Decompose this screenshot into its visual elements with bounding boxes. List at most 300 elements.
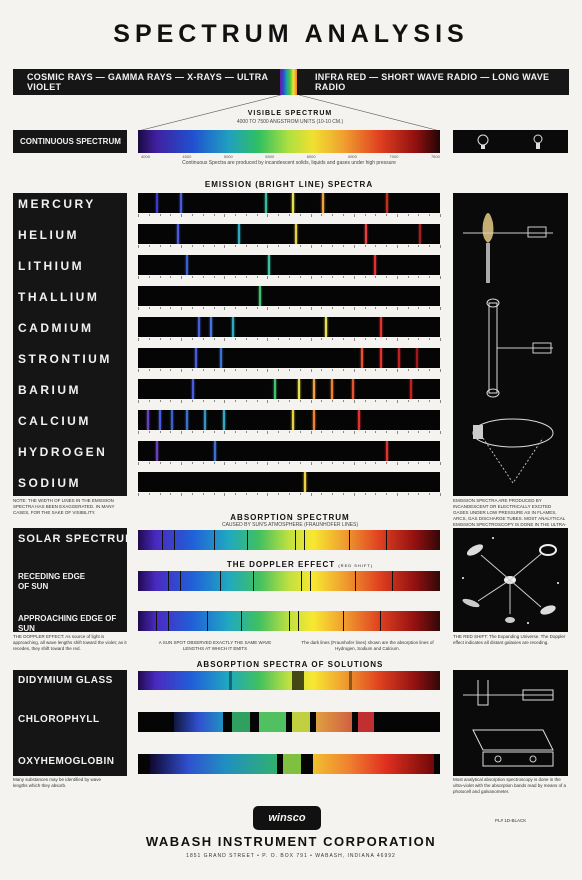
doppler-subtitle: (RED SHIFT) <box>338 563 374 568</box>
scale-tick <box>418 493 419 495</box>
absorption-line <box>380 611 381 631</box>
oxyhemoglobin-label: OXYHEMOGLOBIN <box>18 756 115 767</box>
absorption-line <box>220 571 221 591</box>
scale-tick <box>332 214 333 216</box>
scale-tick <box>408 338 409 340</box>
absorption-line <box>156 611 157 631</box>
scale-tick <box>321 431 322 433</box>
emission-line <box>232 317 234 337</box>
scale-tick <box>192 462 193 464</box>
scale-tick <box>235 338 236 340</box>
scale-tick <box>300 369 301 371</box>
scale-tick <box>170 214 171 216</box>
scale-tick <box>332 493 333 495</box>
scale-tick <box>192 493 193 495</box>
scale-tick <box>257 276 258 278</box>
scale-tick <box>203 276 204 278</box>
print-code: PL# 1D-BLACK <box>495 818 527 823</box>
scale-tick <box>343 400 344 402</box>
scale-tick <box>149 338 150 340</box>
scale-tick <box>289 462 290 464</box>
absorption-line <box>295 530 296 550</box>
scale-tick <box>300 307 301 309</box>
scale-tick <box>203 307 204 309</box>
scale-tick <box>375 214 376 216</box>
emission-line <box>331 379 333 399</box>
scale-tick <box>246 307 247 309</box>
scale-tick <box>224 369 225 372</box>
scale-tick <box>224 400 225 403</box>
scale-tick <box>235 431 236 433</box>
scale-tick <box>278 431 279 433</box>
absorption-line <box>214 530 215 550</box>
scale-tick <box>375 338 376 340</box>
scale-tick <box>343 431 344 433</box>
scale-tick <box>365 214 366 216</box>
scale-tick <box>257 245 258 247</box>
scale-tick <box>397 338 398 341</box>
didymium-label: DIDYMIUM GLASS <box>18 675 113 686</box>
scale-tick <box>192 245 193 247</box>
scale-tick <box>397 307 398 310</box>
scale-tick <box>321 245 322 247</box>
scale-tick <box>289 307 290 309</box>
wavelength-scale <box>138 431 440 434</box>
scale-tick <box>300 276 301 278</box>
scale-tick <box>300 400 301 402</box>
absorption-subtitle: CAUSED BY SUN'S ATMOSPHERE (FRAUNHOFER LINES) <box>221 522 359 528</box>
solutions-title: ABSORPTION SPECTRA OF SOLUTIONS <box>196 660 384 669</box>
element-label-lithium: LITHIUM <box>18 259 85 273</box>
scale-tick <box>440 431 441 434</box>
scale-tick <box>257 214 258 216</box>
scale-tick <box>375 493 376 495</box>
wavelength-scale <box>138 369 440 372</box>
emission-spectrum-calcium <box>138 410 440 430</box>
emission-line <box>374 255 376 275</box>
scale-tick <box>408 276 409 278</box>
scale-tick <box>429 245 430 247</box>
emission-line <box>295 224 297 244</box>
scale-tick <box>418 338 419 340</box>
doppler-title-text: THE DOPPLER EFFECT <box>226 560 336 569</box>
visible-subtitle: 4000 TO 7500 ANGSTROM UNITS (10-10 CM.) <box>236 119 344 125</box>
scale-tick <box>160 493 161 495</box>
chlorophyll-label: CHLOROPHYLL <box>18 714 100 725</box>
wavelength-scale <box>138 338 440 341</box>
scale-tick <box>429 493 430 495</box>
scale-tick <box>192 307 193 309</box>
emission-line <box>304 472 306 492</box>
scale-tick <box>408 245 409 247</box>
scale-tick <box>267 276 268 279</box>
em-spectrum-long-bar: INFRA RED — SHORT WAVE RADIO — LONG WAVE RADIO <box>297 69 569 95</box>
scale-tick <box>408 462 409 464</box>
scale-tick <box>386 431 387 433</box>
scale-tick <box>278 338 279 340</box>
scale-tick <box>440 493 441 496</box>
scale-tick <box>138 400 139 403</box>
scale-tick <box>386 369 387 371</box>
scale-tick <box>332 338 333 340</box>
scale-tick <box>429 369 430 371</box>
scale-tick <box>321 369 322 371</box>
scale-tick <box>354 493 355 496</box>
scale-tick <box>300 338 301 340</box>
scale-tick <box>235 307 236 309</box>
scale-tick <box>192 369 193 371</box>
scale-tick <box>365 431 366 433</box>
scale-tick <box>246 276 247 278</box>
scale-tick <box>224 276 225 279</box>
scale-tick <box>332 400 333 402</box>
approaching-spectrum <box>138 611 440 631</box>
scale-tick <box>397 276 398 279</box>
scale-tick <box>267 338 268 341</box>
scale-tick <box>181 400 182 403</box>
scale-tick <box>343 369 344 371</box>
scale-tick-label: 5500 <box>265 154 275 159</box>
scale-tick <box>311 431 312 434</box>
scale-tick <box>386 462 387 464</box>
absorption-line <box>241 611 242 631</box>
scale-tick <box>246 245 247 247</box>
scale-tick <box>429 400 430 402</box>
scale-tick <box>278 245 279 247</box>
scale-tick <box>375 369 376 371</box>
wavelength-scale <box>138 245 440 248</box>
absorption-line <box>207 611 208 631</box>
scale-tick <box>429 307 430 309</box>
scale-tick <box>192 214 193 216</box>
scale-tick <box>235 276 236 278</box>
scale-tick <box>343 276 344 278</box>
emission-line <box>223 410 225 430</box>
scale-tick <box>408 493 409 495</box>
scale-tick <box>181 462 182 465</box>
scale-tick <box>267 369 268 372</box>
scale-tick <box>246 431 247 433</box>
scale-tick <box>160 431 161 433</box>
scale-tick <box>408 400 409 402</box>
scale-tick <box>375 276 376 278</box>
receding-edge-label: RECEDING EDGE OF SUN <box>18 572 86 591</box>
scale-tick <box>321 276 322 278</box>
scale-tick <box>321 214 322 216</box>
emission-line <box>156 441 158 461</box>
emission-line <box>186 410 188 430</box>
solar-spectrum-label: SOLAR SPECTRUM <box>18 533 136 545</box>
scale-tick <box>203 493 204 495</box>
scale-tick <box>440 369 441 372</box>
scale-tick <box>365 400 366 402</box>
scale-tick <box>170 400 171 402</box>
scale-tick <box>214 369 215 371</box>
scale-tick <box>375 307 376 309</box>
scale-tick <box>375 431 376 433</box>
scale-tick <box>300 214 301 216</box>
scale-tick <box>181 431 182 434</box>
solutions-note-left: Many substances may be identified by wave lengths which they absorb. <box>13 777 102 788</box>
scale-tick <box>408 369 409 371</box>
emission-line <box>313 379 315 399</box>
emission-line <box>380 317 382 337</box>
element-label-strontium: STRONTIUM <box>18 352 112 366</box>
emission-line <box>325 317 327 337</box>
scale-tick <box>170 276 171 278</box>
emission-line <box>195 348 197 368</box>
wavelength-scale <box>138 400 440 403</box>
emission-spectrum-helium <box>138 224 440 244</box>
emission-spectrum-barium <box>138 379 440 399</box>
emission-line <box>419 224 421 244</box>
solutions-note-right: Most analytical absorption spectroscopy is done in the ultra-violet with the absorption bands read by means of a photocell and galvanometer. <box>453 777 567 794</box>
scale-tick <box>429 462 430 464</box>
emission-line <box>322 193 324 213</box>
approaching-edge-label: APPROACHING EDGE OF SUN <box>18 614 117 633</box>
scale-tick <box>235 214 236 216</box>
scale-tick <box>386 338 387 340</box>
absorption-line <box>180 571 181 591</box>
absorption-line <box>349 530 350 550</box>
element-label-barium: BARIUM <box>18 383 81 397</box>
scale-tick <box>235 245 236 247</box>
scale-tick <box>354 245 355 248</box>
scale-tick <box>181 307 182 310</box>
absorption-line <box>253 571 254 591</box>
doppler-title <box>220 560 380 569</box>
absorption-line <box>298 611 299 631</box>
scale-tick <box>246 493 247 495</box>
scale-tick <box>440 307 441 310</box>
element-label-helium: HELIUM <box>18 228 79 242</box>
scale-tick <box>408 431 409 433</box>
page-title: SPECTRUM ANALYSIS <box>113 20 469 48</box>
scale-tick-label: 6000 <box>306 154 316 159</box>
scale-tick <box>203 400 204 402</box>
scale-tick <box>170 493 171 495</box>
absorption-title: ABSORPTION SPECTRUM <box>230 513 350 522</box>
scale-tick <box>160 400 161 402</box>
scale-tick <box>418 462 419 464</box>
visible-title: VISIBLE SPECTRUM <box>247 110 333 117</box>
scale-tick <box>300 431 301 433</box>
scale-tick <box>408 214 409 216</box>
scale-tick <box>278 462 279 464</box>
emission-spectrum-sodium <box>138 472 440 492</box>
emission-note-right: EMISSION SPECTRA ARE PRODUCED BY INCANDESCENT OR ELECTRICALLY EXCITED GASES UNDER LOW PRESSURE AS IN FLAMES, ARCS, GAS DISCHARGE TUBES. MOST ANALYTICAL EMISSION SPECTROSCOPY IS DONE IN THE ULTRA- <box>453 498 567 527</box>
receding-spectrum <box>138 571 440 591</box>
scale-tick <box>214 431 215 433</box>
scale-tick <box>343 493 344 495</box>
scale-tick <box>138 462 139 465</box>
emission-spectrum-cadmium <box>138 317 440 337</box>
scale-tick <box>311 276 312 279</box>
emission-line <box>380 348 382 368</box>
scale-tick <box>246 338 247 340</box>
red-shift-note: THE RED SHIFT: The Expanding Universe. The Doppler effect indicates all distant galaxies are receding. <box>453 634 566 645</box>
scale-tick <box>365 369 366 371</box>
scale-tick <box>386 493 387 495</box>
scale-tick <box>181 369 182 372</box>
scale-tick <box>257 400 258 402</box>
scale-tick <box>203 214 204 216</box>
fraunhofer-note: The dark lines (Fraunhofer lines) shown are the absorption lines of Hydrogen, Sodium and Calcium. <box>301 640 434 651</box>
scale-tick-label: 4500 <box>182 154 192 159</box>
scale-tick <box>397 214 398 217</box>
element-label-mercury: MERCURY <box>18 197 96 211</box>
scale-tick <box>418 307 419 309</box>
scale-tick <box>246 369 247 371</box>
emission-line <box>177 224 179 244</box>
scale-tick <box>429 276 430 278</box>
emission-line <box>192 379 194 399</box>
absorption-line <box>392 571 393 591</box>
scale-tick <box>332 245 333 247</box>
scale-tick <box>267 493 268 496</box>
scale-tick <box>386 400 387 402</box>
scale-tick <box>386 245 387 247</box>
winsco-logo: winsco <box>253 806 321 830</box>
scale-tick <box>321 338 322 340</box>
emission-line <box>313 410 315 430</box>
element-label-thallium: THALLIUM <box>18 290 100 304</box>
scale-tick <box>257 338 258 340</box>
scale-tick <box>246 400 247 402</box>
scale-tick <box>203 245 204 247</box>
absorption-line <box>310 571 311 591</box>
scale-tick <box>246 214 247 216</box>
scale-tick <box>181 245 182 248</box>
scale-tick <box>289 369 290 371</box>
sun-spot-note: A SUN SPOT OBSERVED EXACTLY THE SAME WAVE LENGTHS AT WHICH IT EMITS <box>158 640 272 651</box>
oxyhemoglobin-spectrum <box>138 754 440 774</box>
wavelength-scale <box>138 214 440 217</box>
scale-tick <box>257 462 258 464</box>
scale-tick <box>354 369 355 372</box>
scale-tick <box>278 307 279 309</box>
scale-tick <box>397 493 398 496</box>
scale-tick <box>192 400 193 402</box>
scale-tick <box>224 338 225 341</box>
bulb-illustration <box>453 130 568 153</box>
scale-tick <box>149 214 150 216</box>
element-label-sodium: SODIUM <box>18 476 81 490</box>
scale-tick <box>170 245 171 247</box>
scale-tick-label: 7500 <box>430 154 440 159</box>
emission-apparatus-illustration <box>453 193 568 496</box>
scale-tick <box>214 338 215 340</box>
emission-line <box>198 317 200 337</box>
scale-tick <box>343 462 344 464</box>
scale-tick <box>311 493 312 496</box>
scale-tick <box>289 400 290 402</box>
scale-tick <box>170 431 171 433</box>
scale-tick <box>160 462 161 464</box>
scale-tick <box>214 400 215 402</box>
emission-line <box>416 348 418 368</box>
emission-line <box>265 193 267 213</box>
emission-line <box>156 193 158 213</box>
scale-tick <box>170 462 171 464</box>
scale-tick <box>192 431 193 433</box>
scale-tick <box>267 307 268 310</box>
wavelength-scale <box>138 307 440 310</box>
scale-tick <box>138 307 139 310</box>
emission-line <box>386 441 388 461</box>
continuous-scale <box>138 154 440 159</box>
scale-tick <box>321 400 322 402</box>
scale-tick <box>170 338 171 340</box>
wavelength-scale <box>138 462 440 465</box>
scale-tick <box>418 214 419 216</box>
scale-tick <box>203 338 204 340</box>
emission-line <box>186 255 188 275</box>
scale-tick <box>418 400 419 402</box>
emission-note-left: NOTE: THE WIDTH OF LINES IN THE EMISSION SPECTRA HAS BEEN EXAGGERATED. IN MANY CASES, FOR THE SAKE OF VISIBILITY. <box>13 498 115 515</box>
scale-tick <box>278 214 279 216</box>
scale-tick <box>149 245 150 247</box>
scale-tick <box>160 307 161 309</box>
scale-tick <box>354 400 355 403</box>
scale-tick <box>224 307 225 310</box>
scale-tick <box>278 400 279 402</box>
absorption-line <box>174 530 175 550</box>
wavelength-scale <box>138 276 440 279</box>
scale-tick <box>278 276 279 278</box>
element-label-calcium: CALCIUM <box>18 414 91 428</box>
absorption-line <box>289 611 290 631</box>
scale-tick <box>203 369 204 371</box>
emission-title: EMISSION (BRIGHT LINE) SPECTRA <box>204 180 374 189</box>
emission-spectrum-thallium <box>138 286 440 306</box>
emission-line <box>410 379 412 399</box>
scale-tick <box>354 338 355 341</box>
scale-tick <box>160 338 161 340</box>
scale-tick <box>170 307 171 309</box>
scale-tick <box>149 493 150 495</box>
scale-tick <box>203 462 204 464</box>
scale-tick <box>289 214 290 216</box>
absorption-line <box>343 611 344 631</box>
scale-tick <box>289 431 290 433</box>
emission-line <box>238 224 240 244</box>
emission-line <box>358 410 360 430</box>
scale-tick <box>440 245 441 248</box>
scale-tick <box>224 462 225 465</box>
scale-tick <box>181 338 182 341</box>
scale-tick <box>289 493 290 495</box>
scale-tick <box>149 431 150 433</box>
scale-tick <box>257 493 258 495</box>
scale-tick-label: 5000 <box>223 154 233 159</box>
scale-tick <box>386 276 387 278</box>
continuous-caption: Continuous Spectra are produced by incandescent solids, liquids and gases under high pressure <box>182 160 396 166</box>
emission-line <box>352 379 354 399</box>
scale-tick <box>289 245 290 247</box>
scale-tick <box>246 462 247 464</box>
scale-tick <box>440 400 441 403</box>
scale-tick <box>429 338 430 340</box>
scale-tick <box>397 400 398 403</box>
scale-tick <box>257 307 258 309</box>
scale-tick <box>440 462 441 465</box>
scale-tick <box>365 276 366 278</box>
scale-tick <box>332 307 333 309</box>
absorption-line <box>386 530 387 550</box>
scale-tick <box>170 369 171 371</box>
spectrophotometer-illustration <box>453 670 568 776</box>
